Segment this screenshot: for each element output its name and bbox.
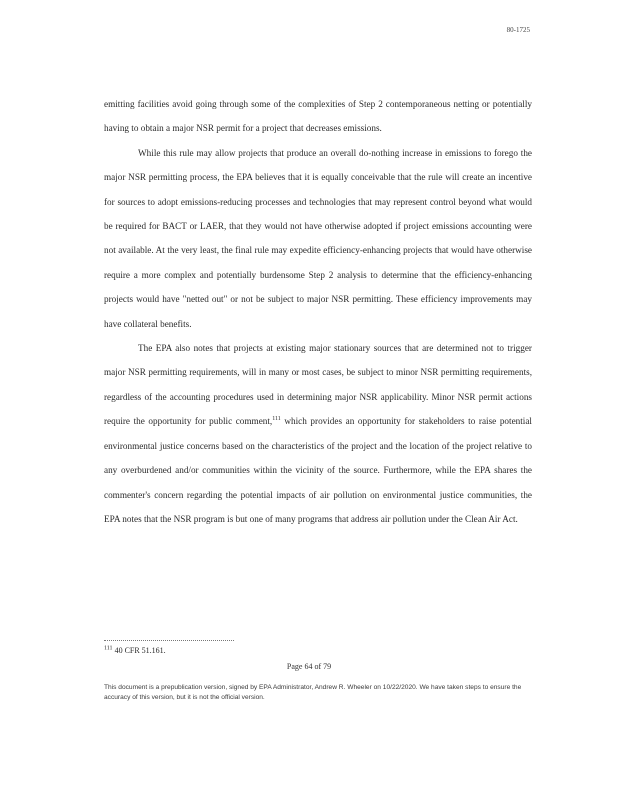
- footnote: [104, 646, 166, 655]
- footnote-number: 111: [104, 645, 113, 652]
- page-number: Page 64 of 79: [286, 662, 332, 671]
- paragraph-3-text-after: which provides an opportunity for stakeholders to raise potential environmental justice concerns based on the characteristics of the project and the location of the project relative to any overburdened and/or communities within the vicinity of the source. Furthermore, while the EPA shares the commenter's concern regarding the potential impacts of air pollution on environmental justice communities, the EPA notes that the NSR program is but one of many programs that address air pollution under the Clean Air Act.: [104, 416, 532, 524]
- paragraph-3-text-before: The EPA also notes that projects at existing major stationary sources that are determined not to trigger major NSR permitting requirements, will in many or most cases, be subject to minor NSR permitting requirements, regardless of the accounting procedures used in determining major NSR applicability. Minor NSR permit actions require the opportunity for public comment,: [104, 343, 532, 427]
- body-text: [104, 92, 532, 531]
- paragraph-3: [104, 336, 532, 531]
- prepublication-disclaimer: This document is a prepublication version, signed by EPA Administrator, Andrew R. Wheeler on 10/22/2020. We have taken steps to ensure the accuracy of this version, but it is not the official version.: [104, 684, 522, 701]
- paragraph-1: emitting facilities avoid going through some of the complexities of Step 2 contemporaneous netting or potentially having to obtain a major NSR permit for a project that decreases emissions.: [104, 99, 532, 134]
- paragraph-2: While this rule may allow projects that produce an overall do-nothing increase in emissions to forego the major NSR permitting process, the EPA believes that it is equally conceivable that the rule will create an incentive for sources to adopt emissions-reducing processes and technologies that may represent control beyond what would be required for BACT or LAER, that they would not have otherwise adopted if project emissions accounting were not available. At the very least, the final rule may expedite efficiency-enhancing projects that would have otherwise require a more complex and potentially burdensome Step 2 analysis to determine that the efficiency-enhancing projects would have "netted out" or not be subject to major NSR permitting. These efficiency improvements may have collateral benefits.: [104, 147, 532, 329]
- document-code: 80-1725: [506, 26, 530, 34]
- footnote-text: 40 CFR 51.161.: [112, 646, 166, 655]
- footnote-reference: 111: [272, 416, 281, 423]
- footnote-divider: [104, 640, 234, 641]
